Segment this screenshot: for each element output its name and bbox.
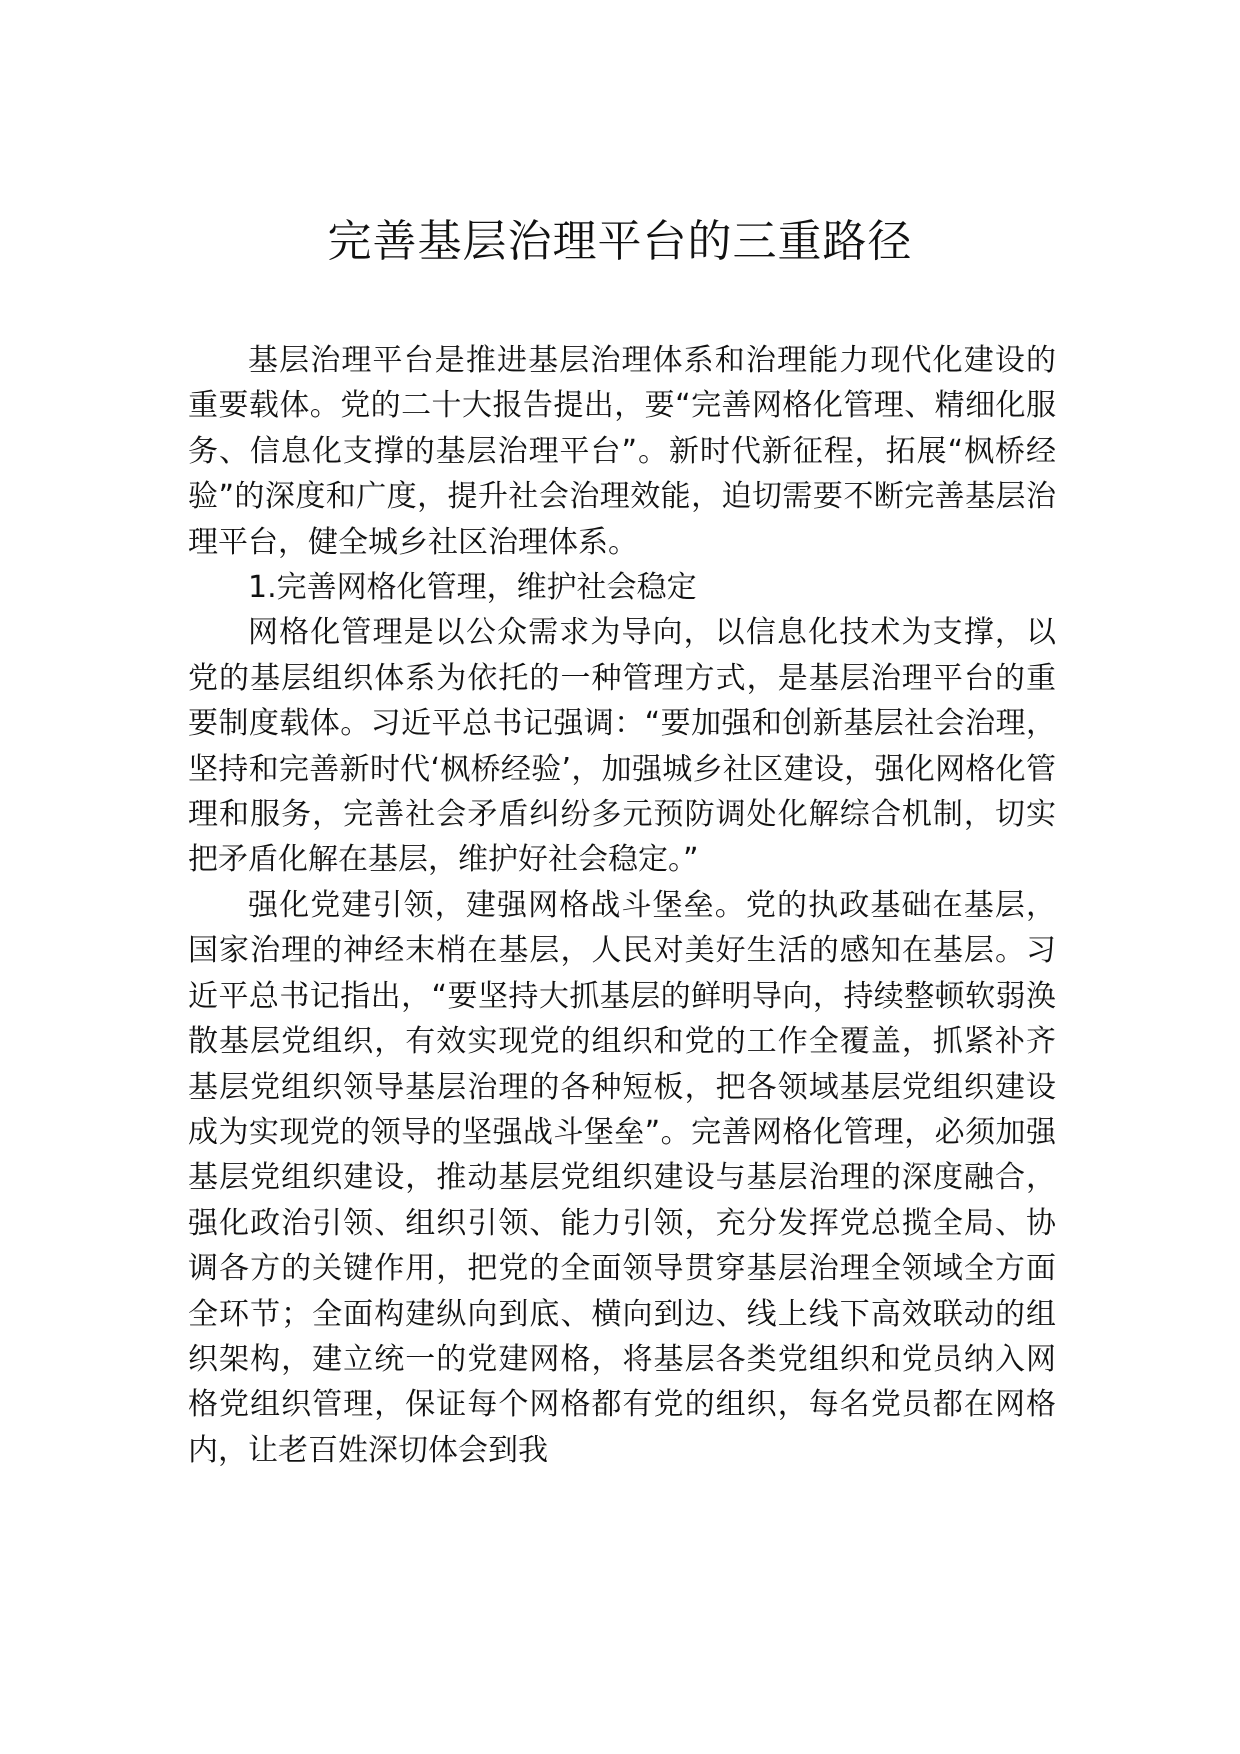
section-1-paragraph-1: 网格化管理是以公众需求为导向，以信息化技术为支撑，以党的基层组织体系为依托的一种管理方式，是基层治理平台的重要制度载体。习近平总书记强调：“要加强和创新基层社会治理，坚持和完善新时代‘枫桥经验’，加强城乡社区建设，强化网格化管理和服务，完善社会矛盾纠纷多元预防调处化解综合机制，切实把矛盾化解在基层，维护好社会稳定。” [188,615,1056,878]
section-1-paragraph-2: 强化党建引领，建强网格战斗堡垒。党的执政基础在基层，国家治理的神经末梢在基层，人民对美好生活的感知在基层。习近平总书记指出，“要坚持大抓基层的鲜明导向，持续整顿软弱涣散基层党组织，有效实现党的组织和党的工作全覆盖，抓紧补齐基层党组织领导基层治理的各种短板，把各领域基层党组织建设成为实现党的领导的坚强战斗堡垒”。完善网格化管理，必须加强基层党组织建设，推动基层党组织建设与基层治理的深度融合，强化政治引领、组织引领、能力引领，充分发挥党总揽全局、协调各方的关键作用，把党的全面领导贯穿基层治理全领域全方面全环节；全面构建纵向到底、横向到边、线上线下高效联动的组织架构，建立统一的党建网格，将基层各类党组织和党员纳入网格党组织管理，保证每个网格都有党的组织，每名党员都在网格内，让老百姓深切体会到我 [188,887,1056,1468]
section-heading-1: 1.完善网格化管理，维护社会稳定 [248,570,697,606]
document-body [188,338,1056,1473]
document-title: 完善基层治理平台的三重路径 [327,216,913,267]
intro-paragraph: 基层治理平台是推进基层治理体系和治理能力现代化建设的重要载体。党的二十大报告提出，要“完善网格化管理、精细化服务、信息化支撑的基层治理平台”。新时代新征程，拓展“枫桥经验”的深度和广度，提升社会治理效能，迫切需要不断完善基层治理平台，健全城乡社区治理体系。 [188,343,1056,560]
